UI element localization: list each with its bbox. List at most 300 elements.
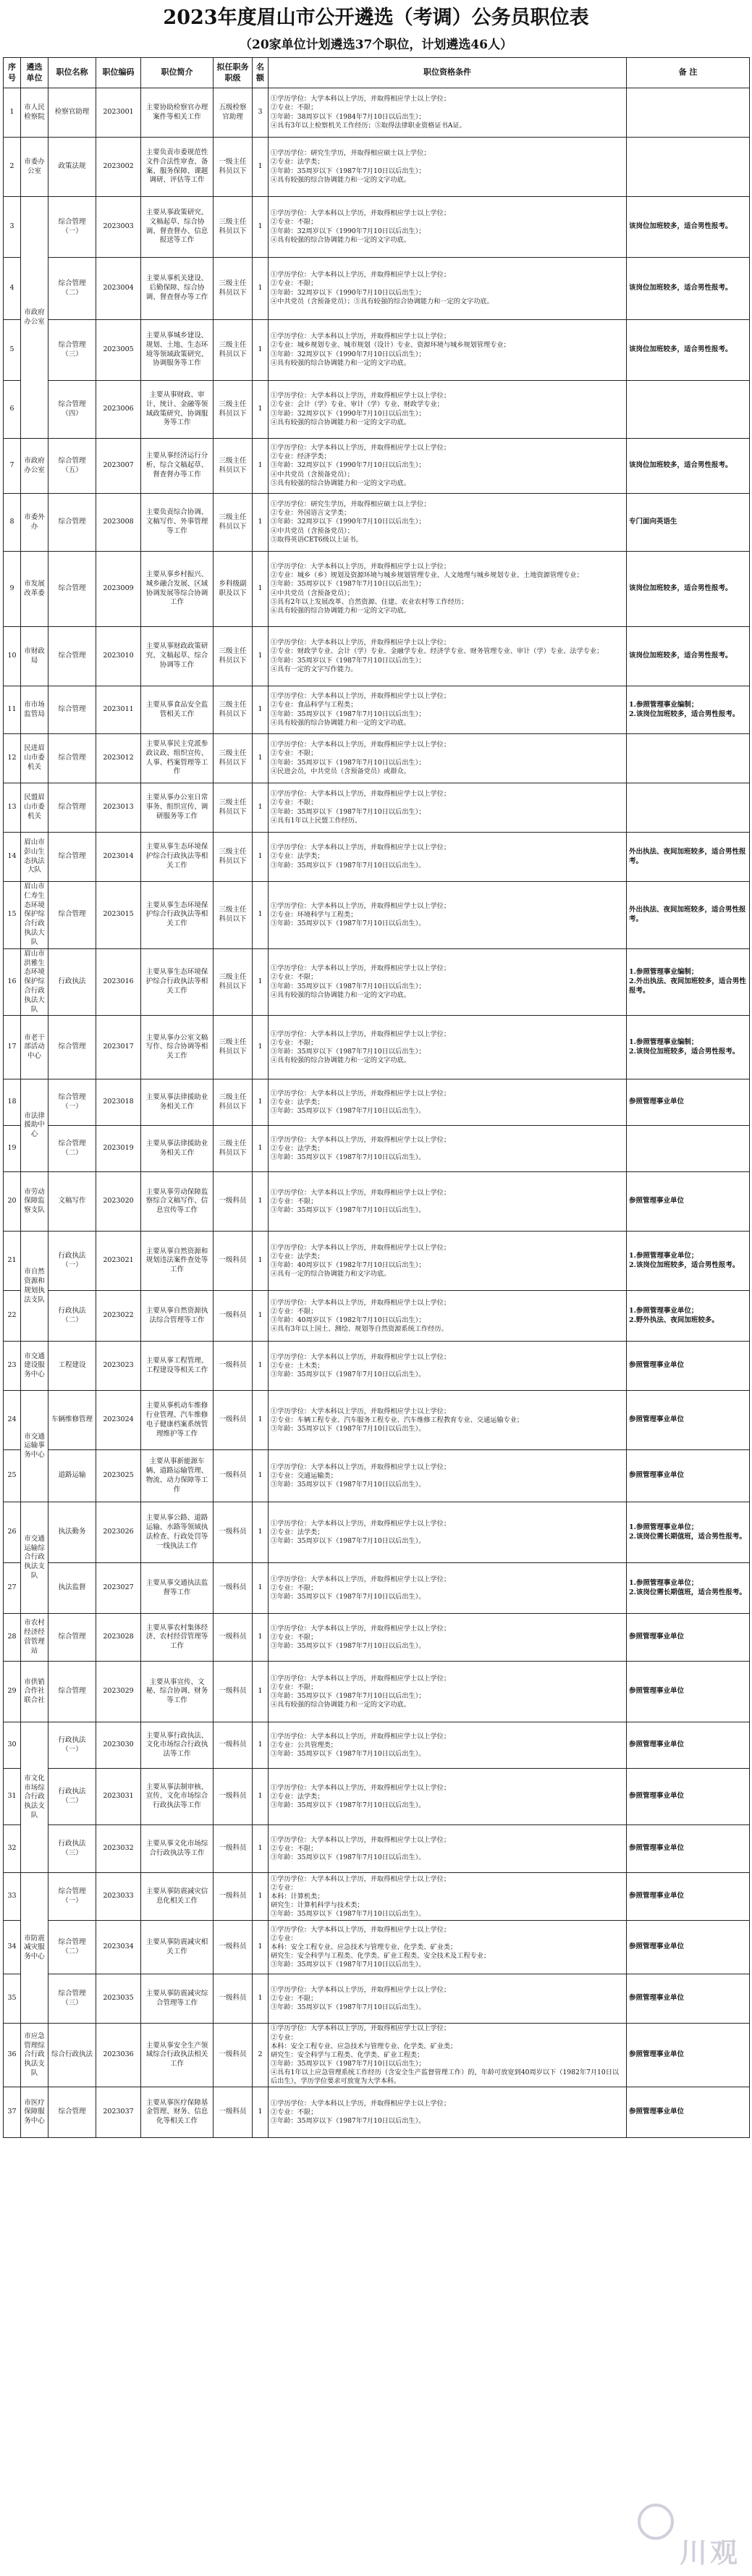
position-intro: 主要从事自然资源执法综合管理等工作 xyxy=(141,1291,214,1342)
position-intro: 主要负责综合协调、文稿写作、外事管理等工作 xyxy=(141,494,214,552)
position-code: 2023017 xyxy=(96,1016,141,1079)
position-note xyxy=(627,88,750,138)
row-number: 35 xyxy=(4,1974,21,2024)
position-quota: 1 xyxy=(253,197,269,258)
position-code: 2023026 xyxy=(96,1502,141,1563)
table-row xyxy=(4,1563,750,1614)
position-requirements: ①学历学位：大学本科以上学历，并取得相应学士以上学位； ②专业：会计（学）专业、审计（学）专业、财政学专业； ③年龄：32周岁以下（1990年7月10日以后出生）； ④具有较强的综合协调能力和一定的文字功底。 xyxy=(269,381,627,439)
position-quota: 1 xyxy=(253,1662,269,1722)
position-code: 2023002 xyxy=(96,138,141,197)
position-requirements: ①学历学位：大学本科以上学历，并取得相应学士以上学位； ②专业：车辆工程专业、汽车服务工程专业、汽车维修工程教育专业、交通运输专业； ③年龄：35周岁以下（1987年7月10日以后出生）。 xyxy=(269,1391,627,1450)
position-code: 2023034 xyxy=(96,1921,141,1974)
position-quota: 1 xyxy=(253,1172,269,1232)
position-name: 行政执法（一） xyxy=(48,1722,96,1769)
header-cell: 名额 xyxy=(253,58,269,88)
position-rank: 三级主任科员以下 xyxy=(214,439,253,494)
table-row xyxy=(4,833,750,882)
position-code: 2023019 xyxy=(96,1126,141,1172)
position-rank: 一级科员 xyxy=(214,1342,253,1391)
position-name: 综合管理（一） xyxy=(48,197,96,258)
row-number: 9 xyxy=(4,552,21,627)
position-rank: 一级科员 xyxy=(214,1722,253,1769)
row-number: 15 xyxy=(4,882,21,949)
position-requirements: ①学历学位：大学本科以上学历，并取得相应学士以上学位； ②专业：土木类； ③年龄：35周岁以下（1987年7月10日以后出生）。 xyxy=(269,1342,627,1391)
position-intro: 主要从事生态环境保护综合行政执法等相关工作 xyxy=(141,948,214,1016)
position-intro: 主要从事安全生产领域综合行政执法相关工作 xyxy=(141,2024,214,2087)
position-quota: 1 xyxy=(253,686,269,734)
position-requirements: ①学历学位：大学本科以上学历，并取得相应学士以上学位； ②专业：不限； ③年龄：35周岁以下（1987年7月10日以后出生）。 xyxy=(269,1614,627,1662)
position-code: 2023010 xyxy=(96,627,141,686)
position-quota: 1 xyxy=(253,1291,269,1342)
position-requirements: ①学历学位：大学本科以上学历，并取得相应学士以上学位； ②专业：不限； ③年龄：35周岁以下（1987年7月10日以后出生）； ④民进会员，中共党员（含预备党员）或群众。 xyxy=(269,734,627,783)
position-name: 综合管理（四） xyxy=(48,381,96,439)
position-requirements: ①学历学位：大学本科以上学历，并取得相应学士以上学位； ②专业： 本科：计算机类； 研究生：计算机科学与技术类； ③年龄：35周岁以下（1987年7月10日以后出生）。 xyxy=(269,1873,627,1921)
position-requirements: ①学历学位：大学本科以上学历，并取得相应学士以上学位； ②专业：不限； ③年龄：35周岁以下（1987年7月10日以后出生）。 xyxy=(269,1825,627,1873)
position-code: 2023003 xyxy=(96,197,141,258)
position-intro: 主要从事防震减灾相关工作 xyxy=(141,1921,214,1974)
position-requirements: ①学历学位：大学本科以上学历，并取得相应学士以上学位； ②专业：法学类； ③年龄：35周岁以下（1987年7月10日以后出生）。 xyxy=(269,833,627,882)
position-rank: 五级检察官助理 xyxy=(214,88,253,138)
position-intro: 主要从事法律援助业务相关工作 xyxy=(141,1079,214,1126)
position-quota: 1 xyxy=(253,1563,269,1614)
position-code: 2023033 xyxy=(96,1873,141,1921)
position-quota: 1 xyxy=(253,1342,269,1391)
position-quota: 1 xyxy=(253,833,269,882)
table-row xyxy=(4,1232,750,1291)
position-intro: 主要从事机关建设、后勤保障、综合协调、督查督办等工作 xyxy=(141,258,214,320)
position-note: 参照管理事业单位 xyxy=(627,1172,750,1232)
position-code: 2023015 xyxy=(96,882,141,949)
position-intro: 主要从事生态环境保护综合行政执法等相关工作 xyxy=(141,833,214,882)
position-rank: 一级科员 xyxy=(214,1391,253,1450)
position-name: 综合管理 xyxy=(48,1614,96,1662)
position-name: 综合管理 xyxy=(48,833,96,882)
position-quota: 1 xyxy=(253,783,269,833)
table-row xyxy=(4,2024,750,2087)
position-intro: 主要协助检察官办理案件等相关工作 xyxy=(141,88,214,138)
position-name: 综合管理 xyxy=(48,1016,96,1079)
position-note: 参照管理事业单位 xyxy=(627,1873,750,1921)
position-requirements: ①学历学位：大学本科以上学历，并取得相应学士以上学位； ②专业：法学类； ③年龄：35周岁以下（1987年7月10日以后出生）。 xyxy=(269,1769,627,1825)
position-intro: 主要从事法律援助业务相关工作 xyxy=(141,1126,214,1172)
position-rank: 三级主任科员以下 xyxy=(214,1079,253,1126)
header-cell: 职位资格条件 xyxy=(269,58,627,88)
table-row xyxy=(4,1722,750,1769)
position-requirements: ①学历学位：大学本科以上学历，并取得相应学士以上学位； ②专业：法学类； ③年龄：35周岁以下（1987年7月10日以后出生）。 xyxy=(269,1079,627,1126)
header-cell: 备 注 xyxy=(627,58,750,88)
position-code: 2023030 xyxy=(96,1722,141,1769)
position-note xyxy=(627,1126,750,1172)
position-note: 外出执法、夜间加班较多，适合男性报考。 xyxy=(627,833,750,882)
position-rank: 三级主任科员以下 xyxy=(214,197,253,258)
position-intro: 主要从事民主党派参政议政、组织宣传、人事、档案管理等工作 xyxy=(141,734,214,783)
position-intro: 主要从事宣传、文秘、综合协调、财务等工作 xyxy=(141,1662,214,1722)
position-code: 2023018 xyxy=(96,1079,141,1126)
position-code: 2023029 xyxy=(96,1662,141,1722)
position-name: 综合管理 xyxy=(48,627,96,686)
position-quota: 1 xyxy=(253,320,269,381)
position-quota: 1 xyxy=(253,552,269,627)
position-name: 综合管理（一） xyxy=(48,1873,96,1921)
table-row xyxy=(4,783,750,833)
position-name: 综合管理 xyxy=(48,2087,96,2138)
position-quota: 1 xyxy=(253,627,269,686)
position-requirements: ①学历学位：大学本科以上学历，并取得相应学士以上学位； ②专业：法学类； ③年龄：35周岁以下（1987年7月10日以后出生）。 xyxy=(269,1126,627,1172)
header-row xyxy=(4,58,750,88)
watermark-logo-icon xyxy=(638,2504,674,2540)
position-code: 2023020 xyxy=(96,1172,141,1232)
position-name: 行政执法（三） xyxy=(48,1825,96,1873)
position-name: 执法监督 xyxy=(48,1563,96,1614)
row-number: 14 xyxy=(4,833,21,882)
unit-cell: 市发展改革委 xyxy=(21,552,48,627)
position-name: 综合管理 xyxy=(48,783,96,833)
row-number: 11 xyxy=(4,686,21,734)
row-number: 17 xyxy=(4,1016,21,1079)
position-intro: 主要从事自然资源和规划违法案件查处等工作 xyxy=(141,1232,214,1291)
header-cell: 拟任职务职级 xyxy=(214,58,253,88)
row-number: 2 xyxy=(4,138,21,197)
unit-cell: 眉山市仁寿生态环境保护综合行政执法大队 xyxy=(21,882,48,949)
position-note: 参照管理事业单位 xyxy=(627,1662,750,1722)
position-requirements: ①学历学位：大学本科以上学历，并取得相应学士以上学位； ②专业：环境科学与工程类； ③年龄：35周岁以下（1987年7月10日以后出生）。 xyxy=(269,882,627,949)
position-requirements: ①学历学位：研究生学历，并取得相应硕士以上学位； ②专业：外国语言文学类； ③年龄：32周岁以下（1990年7月10日以后出生）； ④中共党员（含预备党员）； ⑤取得英语CET6级以上证书。 xyxy=(269,494,627,552)
position-rank: 一级科员 xyxy=(214,1825,253,1873)
unit-cell: 市市场监管局 xyxy=(21,686,48,734)
position-name: 综合管理（二） xyxy=(48,258,96,320)
table-row xyxy=(4,197,750,258)
position-rank: 一级科员 xyxy=(214,1232,253,1291)
position-quota: 1 xyxy=(253,1079,269,1126)
row-number: 34 xyxy=(4,1921,21,1974)
table-row xyxy=(4,1079,750,1126)
position-intro: 主要从事政策研究、文稿起草、综合协调、督查督办、信息报送等工作 xyxy=(141,197,214,258)
position-note: 1.参照管理事业单位； 2.该岗位需长期值班，适合男性报考。 xyxy=(627,1563,750,1614)
unit-cell: 市政府办公室 xyxy=(21,439,48,494)
unit-cell: 市交通运输事务中心 xyxy=(21,1391,48,1502)
position-code: 2023021 xyxy=(96,1232,141,1291)
position-name: 综合管理 xyxy=(48,734,96,783)
unit-cell: 市财政局 xyxy=(21,627,48,686)
table-row xyxy=(4,552,750,627)
table-row xyxy=(4,1126,750,1172)
position-note: 1.参照管理事业单位； 2.野外执法、夜间加班较多。 xyxy=(627,1291,750,1342)
position-rank: 三级主任科员以下 xyxy=(214,833,253,882)
position-name: 道路运输 xyxy=(48,1450,96,1502)
unit-cell: 眉山市彭山生态执法大队 xyxy=(21,833,48,882)
unit-cell: 市老干部活动中心 xyxy=(21,1016,48,1079)
table-row xyxy=(4,320,750,381)
position-name: 综合管理（五） xyxy=(48,439,96,494)
position-intro: 主要从事劳动保障监察综合文稿写作、信息宣传等工作 xyxy=(141,1172,214,1232)
position-name: 工程建设 xyxy=(48,1342,96,1391)
table-row xyxy=(4,1450,750,1502)
table-row xyxy=(4,627,750,686)
position-intro: 主要从事行政执法、文化市场综合行政执法等工作 xyxy=(141,1722,214,1769)
position-note: 1.参照管理事业编制； 2.外出执法、夜间加班较多，适合男性报考。 xyxy=(627,948,750,1016)
unit-cell: 市委外办 xyxy=(21,494,48,552)
table-row xyxy=(4,1974,750,2024)
position-code: 2023035 xyxy=(96,1974,141,2024)
position-rank: 一级科员 xyxy=(214,1563,253,1614)
row-number: 6 xyxy=(4,381,21,439)
unit-cell: 市法律援助中心 xyxy=(21,1079,48,1172)
position-name: 综合管理（三） xyxy=(48,1974,96,2024)
position-note: 该岗位加班较多，适合男性报考。 xyxy=(627,439,750,494)
position-name: 检察官助理 xyxy=(48,88,96,138)
row-number: 20 xyxy=(4,1172,21,1232)
position-requirements: ①学历学位：大学本科以上学历，并取得相应学士以上学位； ②专业：食品科学与工程类； ③年龄：35周岁以下（1987年7月10日以后出生）； ④具有较强的综合协调能力和一定的文字功底。 xyxy=(269,686,627,734)
position-requirements: ①学历学位：大学本科以上学历，并取得相应学士以上学位； ②专业：不限； ③年龄：35周岁以下（1987年7月10日以后出生）； ④具有较强的综合协调能力和一定的文字功底。 xyxy=(269,1662,627,1722)
position-rank: 一级科员 xyxy=(214,1769,253,1825)
position-quota: 1 xyxy=(253,1391,269,1450)
table-row xyxy=(4,882,750,949)
position-name: 综合管理 xyxy=(48,1662,96,1722)
row-number: 12 xyxy=(4,734,21,783)
header-cell: 遴选单位 xyxy=(21,58,48,88)
position-name: 综合行政执法 xyxy=(48,2024,96,2087)
row-number: 37 xyxy=(4,2087,21,2138)
position-rank: 一级科员 xyxy=(214,1172,253,1232)
position-quota: 1 xyxy=(253,1016,269,1079)
table-row xyxy=(4,1614,750,1662)
row-number: 8 xyxy=(4,494,21,552)
row-number: 25 xyxy=(4,1450,21,1502)
position-note: 专门面向英语生 xyxy=(627,494,750,552)
position-rank: 三级主任科员以下 xyxy=(214,882,253,949)
position-intro: 主要从事农村集体经济、农村经营管理等工作 xyxy=(141,1614,214,1662)
position-quota: 1 xyxy=(253,1232,269,1291)
position-code: 2023036 xyxy=(96,2024,141,2087)
position-rank: 三级主任科员以下 xyxy=(214,381,253,439)
position-quota: 1 xyxy=(253,1614,269,1662)
position-note: 该岗位加班较多，适合男性报考。 xyxy=(627,197,750,258)
row-number: 26 xyxy=(4,1502,21,1563)
position-rank: 一级科员 xyxy=(214,2087,253,2138)
header-cell: 序号 xyxy=(4,58,21,88)
unit-cell: 市文化市场综合行政执法支队 xyxy=(21,1722,48,1873)
unit-cell: 民进眉山市委机关 xyxy=(21,734,48,783)
row-number: 7 xyxy=(4,439,21,494)
position-rank: 一级科员 xyxy=(214,1614,253,1662)
position-name: 政策法规 xyxy=(48,138,96,197)
position-requirements: ①学历学位：大学本科以上学历，并取得相应学士以上学位； ②专业：城乡（乡）规划及资源环境与城乡规划管理专业、人文地理与城乡规划专业、土地资源管理专业； ③年龄：35周岁以下（1987年7月10日以后出生）； ④中共党员（含预备党员）； ⑤具有2年以上发展改革、自然资源、住建、农业农村等工作经历； ⑥具有较强的综合协调能力和一定的文字功底。 xyxy=(269,552,627,627)
position-note: 参照管理事业单位 xyxy=(627,2087,750,2138)
position-rank: 一级主任科员以下 xyxy=(214,138,253,197)
unit-cell: 市委办公室 xyxy=(21,138,48,197)
position-note xyxy=(627,381,750,439)
row-number: 29 xyxy=(4,1662,21,1722)
position-intro: 主要从事办公室日常事务、组织宣传、调研服务等工作 xyxy=(141,783,214,833)
page-title: 2023年度眉山市公开遴选（考调）公务员职位表 xyxy=(163,7,589,29)
position-note: 参照管理事业单位 xyxy=(627,1825,750,1873)
position-quota: 1 xyxy=(253,882,269,949)
position-code: 2023008 xyxy=(96,494,141,552)
table-row xyxy=(4,88,750,138)
unit-cell: 市交通建设服务中心 xyxy=(21,1342,48,1391)
position-rank: 三级主任科员以下 xyxy=(214,258,253,320)
position-requirements: ①学历学位：大学本科以上学历，并取得相应学士以上学位； ②专业：不限； ③年龄：35周岁以下（1987年7月10日以后出生）； ④具有1年以上民盟工作经历。 xyxy=(269,783,627,833)
row-number: 27 xyxy=(4,1563,21,1614)
table-row xyxy=(4,1016,750,1079)
position-name: 综合管理（二） xyxy=(48,1126,96,1172)
position-note: 参照管理事业单位 xyxy=(627,1079,750,1126)
position-name: 综合管理（一） xyxy=(48,1079,96,1126)
position-note: 参照管理事业单位 xyxy=(627,1974,750,2024)
row-number: 4 xyxy=(4,258,21,320)
position-requirements: ①学历学位：大学本科以上学历，并取得相应学士以上学位； ②专业：不限； ③年龄：32周岁以下（1990年7月10日以后出生）； ④具有较强的综合协调能力和一定的文字功底。 xyxy=(269,197,627,258)
position-code: 2023011 xyxy=(96,686,141,734)
position-quota: 2 xyxy=(253,2024,269,2087)
unit-cell: 市供销合作社联合社 xyxy=(21,1662,48,1722)
row-number: 21 xyxy=(4,1232,21,1291)
position-requirements: ①学历学位：大学本科以上学历，并取得相应学士以上学位； ②专业：不限； ③年龄：38周岁以下（1984年7月10日以后出生）； ④具有3年以上检察机关工作经历；⑤取得法律职业资格证书A证。 xyxy=(269,88,627,138)
table-row xyxy=(4,1172,750,1232)
position-quota: 1 xyxy=(253,1126,269,1172)
row-number: 23 xyxy=(4,1342,21,1391)
row-number: 36 xyxy=(4,2024,21,2087)
row-number: 3 xyxy=(4,197,21,258)
unit-cell: 市劳动保障监察支队 xyxy=(21,1172,48,1232)
row-number: 18 xyxy=(4,1079,21,1126)
row-number: 13 xyxy=(4,783,21,833)
position-intro: 主要从事机动车维修行业管理、汽车维修电子健康档案系统管理维护等工作 xyxy=(141,1391,214,1450)
position-quota: 1 xyxy=(253,1921,269,1974)
position-note: 参照管理事业单位 xyxy=(627,1450,750,1502)
position-requirements: ①学历学位：大学本科以上学历，并取得相应学士以上学位； ②专业：法学类； ③年龄：40周岁以下（1982年7月10日以后出生）； ④具有一定的综合协调能力和文字功底。 xyxy=(269,1232,627,1291)
table-row xyxy=(4,1342,750,1391)
table-row xyxy=(4,1769,750,1825)
position-name: 文稿写作 xyxy=(48,1172,96,1232)
position-intro: 主要从事公路、道路运输、水路等领域执法检查、行政处罚等一线执法工作 xyxy=(141,1502,214,1563)
position-code: 2023016 xyxy=(96,948,141,1016)
position-name: 执法勤务 xyxy=(48,1502,96,1563)
position-code: 2023014 xyxy=(96,833,141,882)
position-quota: 1 xyxy=(253,1974,269,2024)
position-quota: 1 xyxy=(253,948,269,1016)
position-name: 综合管理（三） xyxy=(48,320,96,381)
table-row xyxy=(4,1873,750,1921)
position-name: 行政执法（一） xyxy=(48,1232,96,1291)
position-intro: 主要从事防震减灾综合管理等工作 xyxy=(141,1974,214,2024)
position-note: 参照管理事业单位 xyxy=(627,1614,750,1662)
position-note: 参照管理事业单位 xyxy=(627,1342,750,1391)
table-row xyxy=(4,439,750,494)
position-code: 2023025 xyxy=(96,1450,141,1502)
table-row xyxy=(4,381,750,439)
row-number: 1 xyxy=(4,88,21,138)
position-rank: 三级主任科员以下 xyxy=(214,948,253,1016)
position-intro: 主要从事法制审核、宣传、文化市场综合行政执法等工作 xyxy=(141,1769,214,1825)
position-requirements: ①学历学位：大学本科以上学历，并取得相应学士以上学位； ②专业：交通运输类； ③年龄：35周岁以下（1987年7月10日以后出生）。 xyxy=(269,1450,627,1502)
position-note: 1.参照管理事业单位； 2.该岗位需长期值班，适合男性报考。 xyxy=(627,1502,750,1563)
row-number: 24 xyxy=(4,1391,21,1450)
position-requirements: ①学历学位：大学本科以上学历，并取得相应学士以上学位； ②专业：不限； ③年龄：40周岁以下（1982年7月10日以后出生）； ④具有3年以上国土、测绘、规划等自然资源系统工作经历。 xyxy=(269,1291,627,1342)
position-intro: 主要从事城乡建设、规划、土地、生态环境等领域政策研究、协调服务等工作 xyxy=(141,320,214,381)
position-name: 综合管理 xyxy=(48,552,96,627)
position-intro: 主要从事食品安全监管相关工作 xyxy=(141,686,214,734)
position-requirements: ①学历学位：大学本科以上学历，并取得相应学士以上学位； ②专业：城乡规划专业、城市规划（设计）专业、资源环境与城乡规划管理专业； ③年龄：32周岁以下（1990年7月10日以后出生）； ④具有较强的综合协调能力和一定的文字功底。 xyxy=(269,320,627,381)
position-requirements: ①学历学位：大学本科以上学历，并取得相应学士以上学位； ②专业：不限； ③年龄：35周岁以下（1987年7月10日以后出生）。 xyxy=(269,2087,627,2138)
position-intro: 主要从事医疗保障基金管理、财务、信息化等相关工作 xyxy=(141,2087,214,2138)
position-code: 2023024 xyxy=(96,1391,141,1450)
table-row xyxy=(4,138,750,197)
unit-cell: 市防震减灾服务中心 xyxy=(21,1873,48,2024)
position-name: 行政执法（二） xyxy=(48,1291,96,1342)
position-code: 2023013 xyxy=(96,783,141,833)
position-rank: 三级主任科员以下 xyxy=(214,686,253,734)
row-number: 5 xyxy=(4,320,21,381)
position-name: 行政执法（二） xyxy=(48,1769,96,1825)
position-intro: 主要从事防震减灾信息化相关工作 xyxy=(141,1873,214,1921)
position-code: 2023001 xyxy=(96,88,141,138)
position-note: 该岗位加班较多，适合男性报考。 xyxy=(627,552,750,627)
position-requirements: ①学历学位：大学本科以上学历，并取得相应学士以上学位； ②专业： 本科：安全工程专业、应急技术与管理专业、化学类、矿业类； 研究生：安全科学与工程类、化学类、矿业工程类、安全技术及工程专业； ③年龄：35周岁以下（1987年7月10日以后出生）。 xyxy=(269,1921,627,1974)
table-row xyxy=(4,1502,750,1563)
header-cell: 职位名称 xyxy=(48,58,96,88)
table-row xyxy=(4,1291,750,1342)
position-requirements: ①学历学位：大学本科以上学历，并取得相应学士以上学位； ②专业：不限； ③年龄：32周岁以下（1990年7月10日以后出生）； ④中共党员（含预备党员）；⑤具有较强的综合协调能力和一定的文字功底。 xyxy=(269,258,627,320)
position-requirements: ①学历学位：大学本科以上学历，并取得相应学士以上学位； ②专业： 本科：安全工程专业、应急技术与管理专业、化学类、矿业类； 研究生：安全科学与工程类、化学类、矿业工程类； ③年龄：35周岁以下（1987年7月10日以后出生）； ④具有1年以上应急管理系统工作经历（含安全生产监督管理工作）的，年龄可放宽到40周岁以下（1982年7月10日以后出生），学历学位要求可放宽为大学本科。 xyxy=(269,2024,627,2087)
position-quota: 1 xyxy=(253,1722,269,1769)
unit-cell: 眉山市洪雅生态环境保护综合行政执法大队 xyxy=(21,948,48,1016)
table-row xyxy=(4,948,750,1016)
position-name: 综合管理（二） xyxy=(48,1921,96,1974)
position-intro: 主要负责市委规范性文件合法性审查、备案、服务保障、课题调研、评估等工作 xyxy=(141,138,214,197)
row-number: 16 xyxy=(4,948,21,1016)
position-rank: 三级主任科员以下 xyxy=(214,1016,253,1079)
position-intro: 主要从事财政政策研究、文稿起草、综合协调等工作 xyxy=(141,627,214,686)
row-number: 32 xyxy=(4,1825,21,1873)
position-rank: 一级科员 xyxy=(214,1291,253,1342)
unit-cell: 市应急管理综合行政执法支队 xyxy=(21,2024,48,2087)
position-code: 2023022 xyxy=(96,1291,141,1342)
position-intro: 主要从事经济运行分析、综合文稿起草、督查督办等工作 xyxy=(141,439,214,494)
position-intro: 主要从事财政、审计、统计、金融等领域政策研究、协调服务等工作 xyxy=(141,381,214,439)
position-note xyxy=(627,734,750,783)
position-rank: 一级科员 xyxy=(214,1662,253,1722)
position-requirements: ①学历学位：大学本科以上学历，并取得相应学士以上学位； ②专业：公共管理类； ③年龄：35周岁以下（1987年7月10日以后出生）。 xyxy=(269,1722,627,1769)
position-intro: 主要从事生态环境保护综合行政执法等相关工作 xyxy=(141,882,214,949)
position-code: 2023004 xyxy=(96,258,141,320)
position-note: 该岗位加班较多，适合男性报考。 xyxy=(627,320,750,381)
position-rank: 一级科员 xyxy=(214,1873,253,1921)
row-number: 31 xyxy=(4,1769,21,1825)
position-code: 2023031 xyxy=(96,1769,141,1825)
position-rank: 三级主任科员以下 xyxy=(214,320,253,381)
unit-cell: 市交通运输综合行政执法支队 xyxy=(21,1502,48,1614)
position-code: 2023028 xyxy=(96,1614,141,1662)
position-requirements: ①学历学位：大学本科以上学历，并取得相应学士以上学位； ②专业：不限； ③年龄：35周岁以下（1987年7月10日以后出生）； ④具有较强的综合协调能力和一定的文字功底。 xyxy=(269,948,627,1016)
unit-cell: 市人民检察院 xyxy=(21,88,48,138)
position-quota: 1 xyxy=(253,1502,269,1563)
position-quota: 3 xyxy=(253,88,269,138)
position-quota: 1 xyxy=(253,1450,269,1502)
position-quota: 1 xyxy=(253,2087,269,2138)
position-requirements: ①学历学位：大学本科以上学历，并取得相应学士以上学位； ②专业：不限； ③年龄：35周岁以下（1987年7月10日以后出生）。 xyxy=(269,1563,627,1614)
position-note: 1.参照管理事业单位； 2.该岗位加班较多，适合男性报考。 xyxy=(627,1232,750,1291)
position-intro: 主要从事文化市场综合行政执法等工作 xyxy=(141,1825,214,1873)
position-rank: 一级科员 xyxy=(214,1974,253,2024)
table-row xyxy=(4,1825,750,1873)
position-intro: 主要从事办公室文稿写作、综合协调等相关工作 xyxy=(141,1016,214,1079)
table-row xyxy=(4,1391,750,1450)
position-rank: 三级主任科员以下 xyxy=(214,627,253,686)
position-rank: 三级主任科员以下 xyxy=(214,1126,253,1172)
position-code: 2023027 xyxy=(96,1563,141,1614)
position-code: 2023005 xyxy=(96,320,141,381)
position-code: 2023012 xyxy=(96,734,141,783)
